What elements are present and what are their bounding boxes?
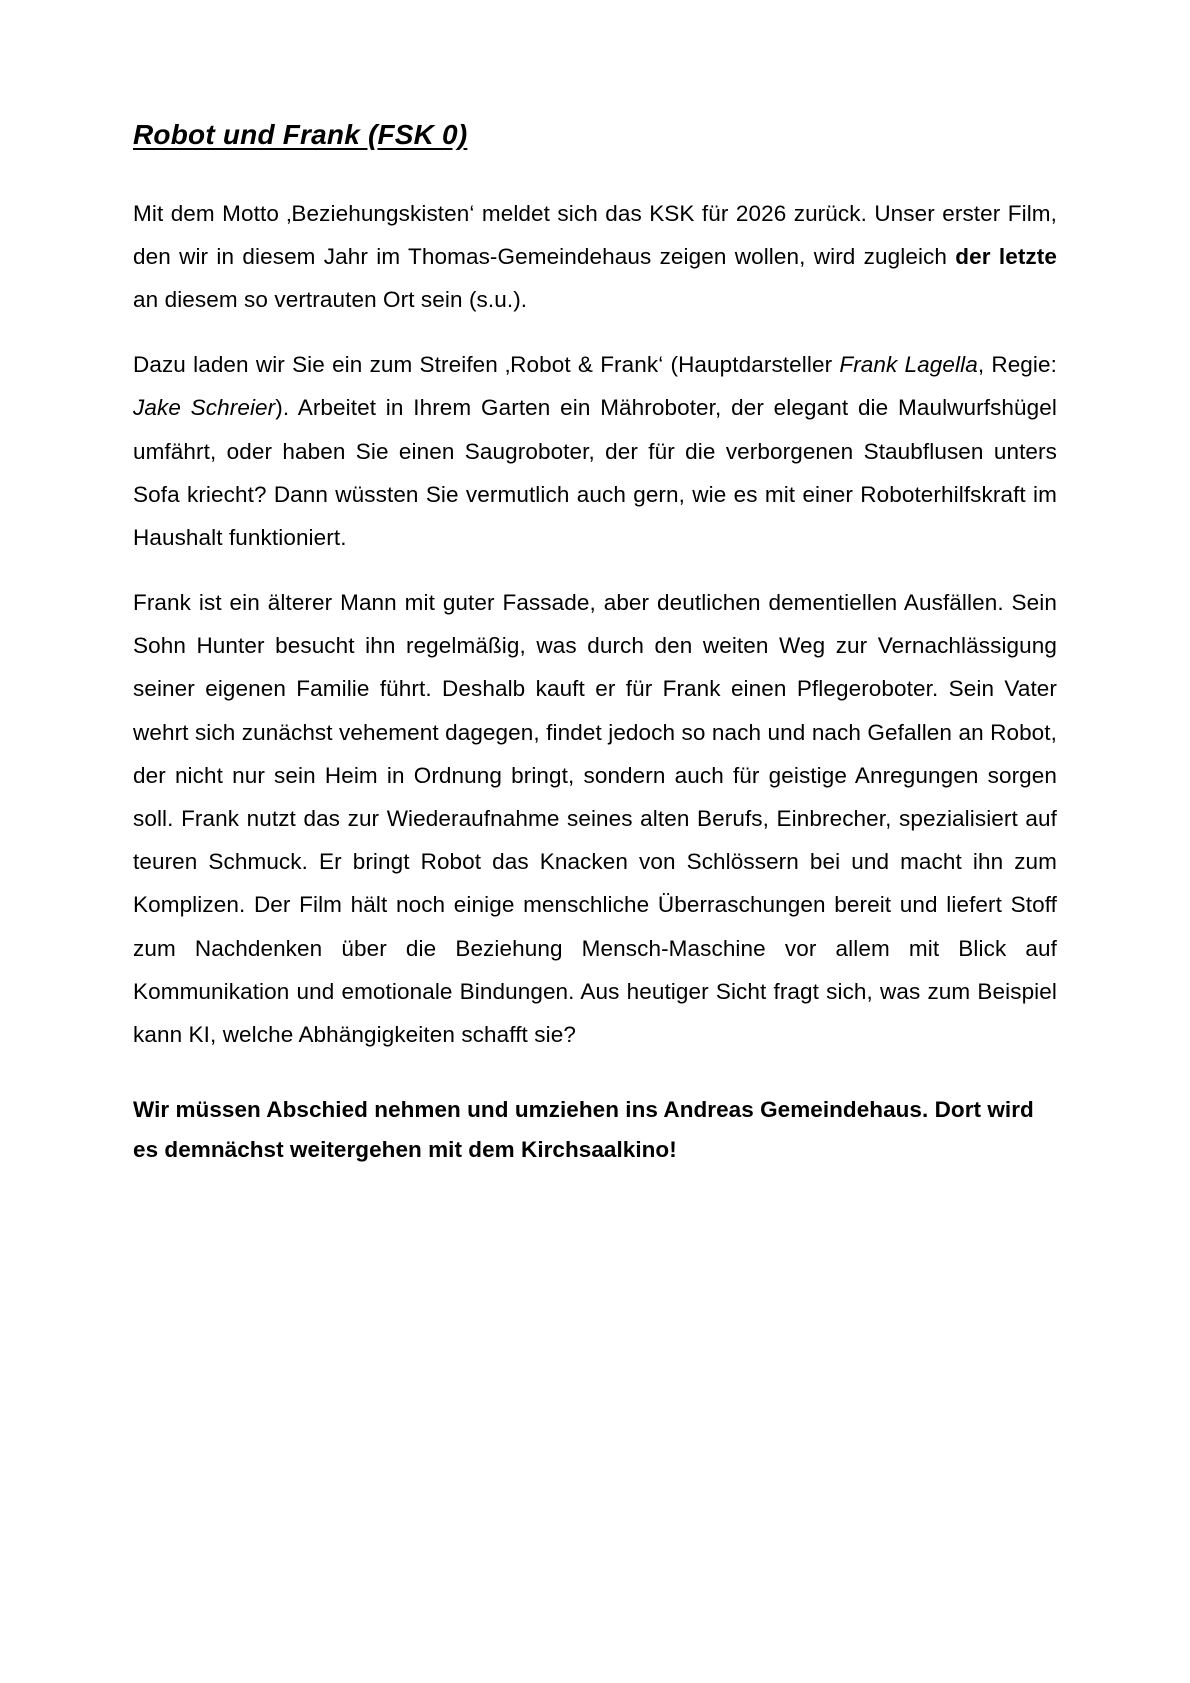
paragraph-closing-notice: Wir müssen Abschied nehmen und umziehen ins Andreas Gemeindehaus. Dort wird es demnächst weitergehen mit dem Kirchsaalkino! bbox=[133, 1097, 1034, 1163]
paragraph-invitation-part-5: ). Arbeitet in Ihrem Garten ein Mähroboter, der elegant die Maulwurfshügel umfährt, oder haben Sie einen Saugroboter, der für die verborgenen Staubflusen unters Sofa kriecht? Dann wüssten Sie vermutlich auch gern, wie es mit einer Roboterhilfskraft im Haushalt funktioniert. bbox=[133, 395, 1057, 550]
paragraph-synopsis-text: Frank ist ein älterer Mann mit guter Fassade, aber deutlichen dementiellen Ausfällen. Sein Sohn Hunter besucht ihn regelmäßig, was durch den weiten Weg zur Vernachlässigung seiner eigenen Familie führt. Deshalb kauft er für Frank einen Pflegeroboter. Sein Vater wehrt sich zunächst vehement dagegen, findet jedoch so nach und nach Gefallen an Robot, der nicht nur sein Heim in Ordnung bringt, sondern auch für geistige Anregungen sorgen soll. Frank nutzt das zur Wiederaufnahme seines alten Berufs, Einbrecher, spezialisiert auf teuren Schmuck. Er bringt Robot das Knacken von Schlössern bei und macht ihn zum Komplizen. Der Film hält noch einige menschliche Überraschungen bereit und liefert Stoff zum Nachdenken über die Beziehung Mensch-Maschine vor allem mit Blick auf Kommunikation und emotionale Bindungen. Aus heutiger Sicht fragt sich, was zum Beispiel kann KI, welche Abhängigkeiten schafft sie? bbox=[133, 590, 1057, 1047]
paragraph-invitation-part-3: , Regie: bbox=[977, 352, 1057, 378]
paragraph-intro bbox=[133, 192, 1057, 322]
paragraph-intro-emphasis: der letzte bbox=[955, 243, 1057, 269]
actor-name: Frank Lagella bbox=[839, 352, 978, 378]
paragraph-invitation-part-1: Dazu laden wir Sie ein zum Streifen ‚Robot & Frank‘ (Hauptdarsteller bbox=[133, 352, 840, 378]
paragraph-intro-part-3: an diesem so vertrauten Ort sein (s.u.). bbox=[133, 286, 528, 312]
paragraph-intro-part-1: Mit dem Motto ‚Beziehungskisten‘ meldet sich das KSK für 2026 zurück. Unser erster Film, den wir in diesem Jahr im Thomas-Gemeindehaus zeigen wollen, wird zugleich bbox=[133, 200, 1057, 269]
director-name: Jake Schreier bbox=[133, 395, 276, 421]
page-title: Robot und Frank (FSK 0) bbox=[133, 119, 468, 150]
paragraph-invitation bbox=[133, 343, 1057, 559]
paragraph-synopsis bbox=[133, 581, 1057, 1056]
